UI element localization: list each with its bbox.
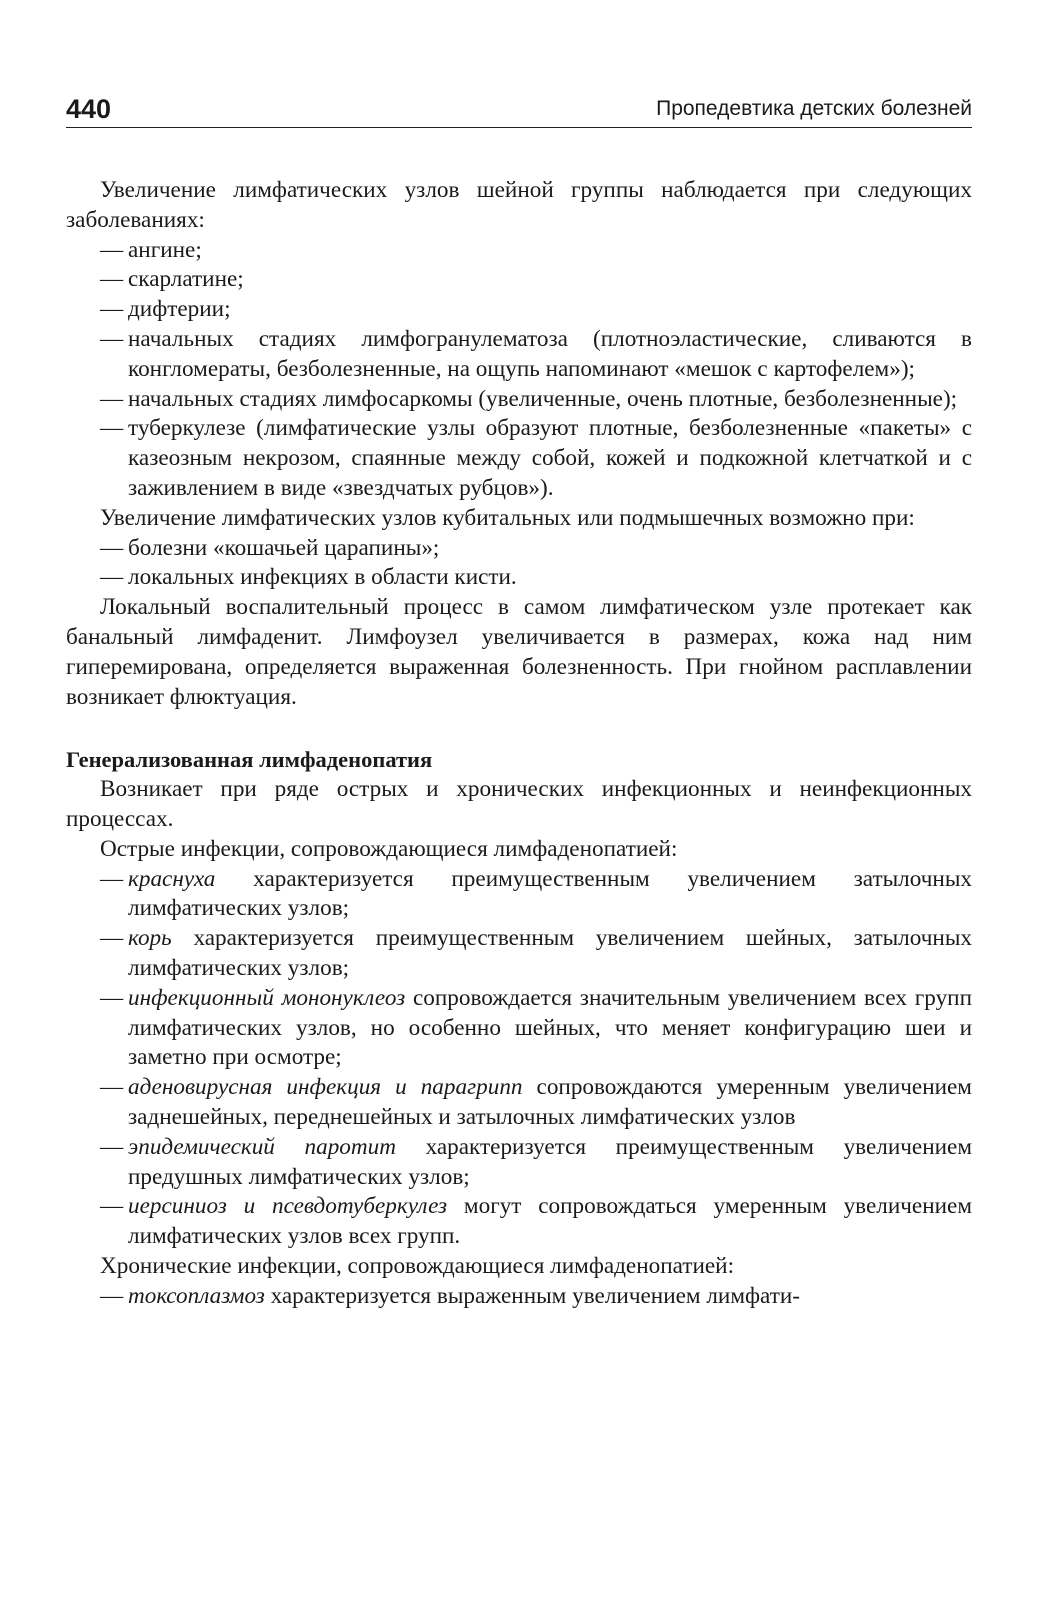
list-item	[66, 265, 972, 295]
list-item	[66, 563, 972, 593]
dash: —	[100, 1282, 124, 1309]
list-item-text: ангине;	[128, 236, 202, 263]
header-rule	[66, 127, 972, 128]
dash: —	[100, 925, 124, 952]
list-item-text: характеризуется преимущественным увеличением затылочных лимфатических узлов;	[128, 865, 972, 922]
generalized-intro: Возникает при ряде острых и хронических инфекционных и неинфекционных процессах.	[66, 776, 972, 832]
dash: —	[100, 564, 124, 591]
list-item-text: сопровождается значительным увеличением всех групп лимфатических узлов, но особенно шейных, что меняет конфигурацию шеи и заметно при осмотре;	[128, 984, 972, 1071]
list-item	[66, 295, 972, 325]
list-item	[66, 236, 972, 266]
list-item	[66, 1073, 972, 1133]
dash: —	[100, 534, 124, 561]
section-heading: Генерализованная лимфаденопатия	[66, 747, 433, 773]
dash: —	[100, 984, 124, 1011]
list-item-text: сопровождаются умеренным увеличением заднешейных, переднешейных и затылочных лимфатических узлов	[128, 1074, 972, 1130]
page-number: 440	[66, 94, 112, 124]
dash: —	[100, 236, 124, 263]
disease-term: иерсиниоз и псевдотуберкулез	[128, 1193, 448, 1220]
disease-term: аденовирусная инфекция и парагрипп	[128, 1074, 523, 1101]
list-item-text: характеризуется выраженным увеличением лимфати-	[264, 1282, 800, 1309]
running-title: Пропедевтика детских болезней	[656, 97, 972, 120]
list-item-text: болезни «кошачьей царапины»;	[128, 534, 440, 561]
list-item	[66, 385, 972, 415]
chronic-intro: Хронические инфекции, сопровождающиеся лимфаденопатией:	[100, 1252, 735, 1279]
dash: —	[100, 1193, 124, 1220]
list-item-text: начальных стадиях лимфосаркомы (увеличенные, очень плотные, безболезненные);	[128, 385, 958, 412]
list-item-text: характеризуется преимущественным увеличением предушных лимфатических узлов;	[128, 1133, 972, 1190]
list-item	[66, 1282, 972, 1312]
dash: —	[100, 325, 124, 352]
list-item-text: могут сопровождаться умеренным увеличением лимфатических узлов всех групп.	[128, 1193, 973, 1250]
section-gap	[66, 712, 972, 745]
dash: —	[100, 266, 124, 293]
local-paragraph: Локальный воспалительный процесс в самом лимфатическом узле протекает как банальный лимфаденит. Лимфоузел увеличивается в размерах, кожа над ним гиперемирована, определяется выраженная болезненность. При гнойном расплавлении возникает флюктуация.	[66, 594, 972, 710]
list-item	[66, 534, 972, 564]
running-header	[66, 92, 972, 132]
body-text	[66, 176, 972, 1311]
list-item-text: локальных инфекциях в области кисти.	[128, 564, 517, 591]
list-item-text: начальных стадиях лимфогранулематоза (плотноэластические, сливаются в конгломераты, безболезненные, на ощупь напоминают «мешок с картофелем»);	[128, 325, 972, 382]
dash: —	[100, 296, 124, 323]
dash: —	[100, 865, 124, 892]
list-item-text: скарлатине;	[128, 266, 244, 293]
list-item-text: дифтерии;	[128, 296, 231, 323]
disease-term: токсоплазмоз	[128, 1282, 265, 1309]
list-item-text: туберкулезе (лимфатические узлы образуют плотные, безболезненные «пакеты» с казеозным некрозом, спаянные между собой, кожей и подкожной клетчаткой и с заживлением в виде «звездчатых рубцов»).	[128, 415, 972, 501]
list-item	[66, 414, 972, 503]
list-item	[66, 924, 972, 984]
disease-term: корь	[128, 925, 172, 952]
dash: —	[100, 1133, 124, 1160]
list-item-text: характеризуется преимущественным увеличением шейных, затылочных лимфатических узлов;	[128, 925, 972, 981]
list-item	[66, 1133, 972, 1193]
dash: —	[100, 385, 124, 412]
dash: —	[100, 415, 124, 442]
list-item	[66, 865, 972, 925]
disease-term: инфекционный мононуклеоз	[128, 984, 406, 1011]
dash: —	[100, 1074, 124, 1101]
list-item	[66, 325, 972, 385]
disease-term: эпидемический паротит	[128, 1133, 396, 1160]
list-item	[66, 1192, 972, 1252]
list-item	[66, 984, 972, 1073]
acute-intro: Острые инфекции, сопровождающиеся лимфаденопатией:	[100, 835, 678, 862]
cubital-intro: Увеличение лимфатических узлов кубитальных или подмышечных возможно при:	[100, 504, 915, 531]
cervical-intro: Увеличение лимфатических узлов шейной группы наблюдается при следующих заболеваниях:	[66, 177, 972, 233]
disease-term: краснуха	[128, 865, 216, 892]
